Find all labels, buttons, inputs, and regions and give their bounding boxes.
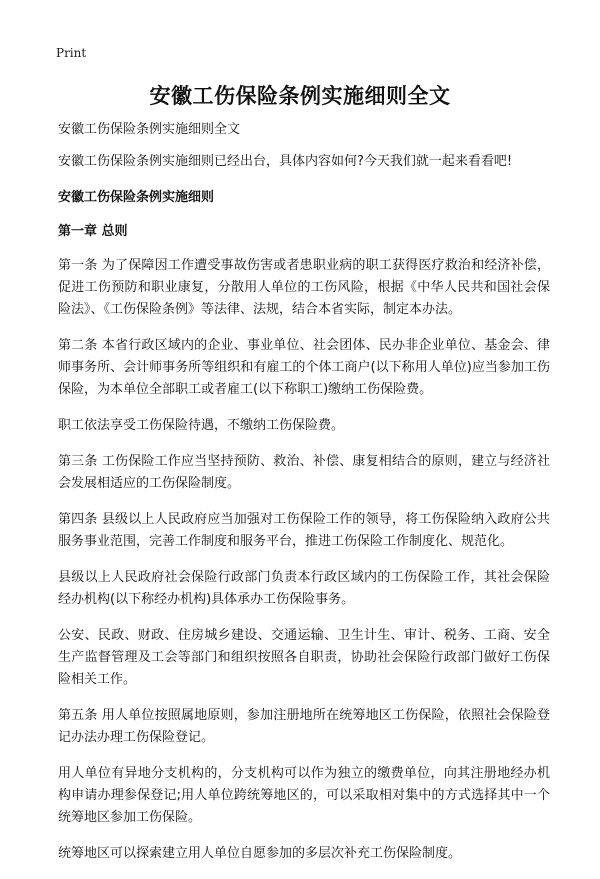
page-title: 安徽工伤保险条例实施细则全文 xyxy=(149,84,451,108)
article-5-part-2-paragraph: 用人单位有异地分支机构的，分支机构可以作为独立的缴费单位，向其注册地经办机构申请办理参保登记;用人单位跨统筹地区的，可以采取相对集中的方式选择其中一个统筹地区参加工伤保险。 xyxy=(58,766,550,825)
article-4-part-2-paragraph: 县级以上人民政府社会保险行政部门负责本行政区域内的工伤保险工作，其社会保险经办机构(以下称经办机构)具体承办工伤保险事务。 xyxy=(58,570,550,607)
article-2-note-paragraph: 职工依法享受工伤保险待遇，不缴纳工伤保险费。 xyxy=(58,418,345,433)
intro-paragraph: 安徽工伤保险条例实施细则已经出台，具体内容如何?今天我们就一起来看看吧! xyxy=(58,154,513,169)
print-link[interactable]: Print xyxy=(56,46,87,60)
section-title: 安徽工伤保险条例实施细则 xyxy=(58,190,215,205)
article-5-part-3-paragraph: 统筹地区可以探索建立用人单位自愿参加的多层次补充工伤保险制度。 xyxy=(58,846,462,861)
article-3-paragraph: 第三条 工伤保险工作应当坚持预防、救治、补偿、康复相结合的原则，建立与经济社会发展相适应的工伤保险制度。 xyxy=(58,454,550,491)
article-5-paragraph: 第五条 用人单位按照属地原则，参加注册地所在统筹地区工伤保险，依照社会保险登记办法办理工伤保险登记。 xyxy=(58,708,550,745)
article-4-part-3-paragraph: 公安、民政、财政、住房城乡建设、交通运输、卫生计生、审计、税务、工商、安全生产监督管理及工会等部门和组织按照各自职责，协助社会保险行政部门做好工伤保险相关工作。 xyxy=(58,628,550,687)
article-1-paragraph: 第一条 为了保障因工作遭受事故伤害或者患职业病的职工获得医疗救治和经济补偿，促进工伤预防和职业康复，分散用人单位的工伤风险，根据《中华人民共和国社会保险法》、《工伤保险条例》等法律、法规，结合本省实际，制定本办法。 xyxy=(58,258,550,317)
article-body xyxy=(58,119,550,879)
article-2-paragraph: 第二条 本省行政区域内的企业、事业单位、社会团体、民办非企业单位、基金会、律师事务所、会计师事务所等组织和有雇工的个体工商户(以下称用人单位)应当参加工伤保险，为本单位全部职工或者雇工(以下称职工)缴纳工伤保险费。 xyxy=(58,338,550,397)
article-4-paragraph: 第四条 县级以上人民政府应当加强对工伤保险工作的领导，将工伤保险纳入政府公共服务事业范围，完善工作制度和服务平台，推进工伤保险工作制度化、规范化。 xyxy=(58,512,550,549)
chapter-title: 第一章 总则 xyxy=(58,224,128,239)
article-subtitle: 安徽工伤保险条例实施细则全文 xyxy=(58,122,241,137)
